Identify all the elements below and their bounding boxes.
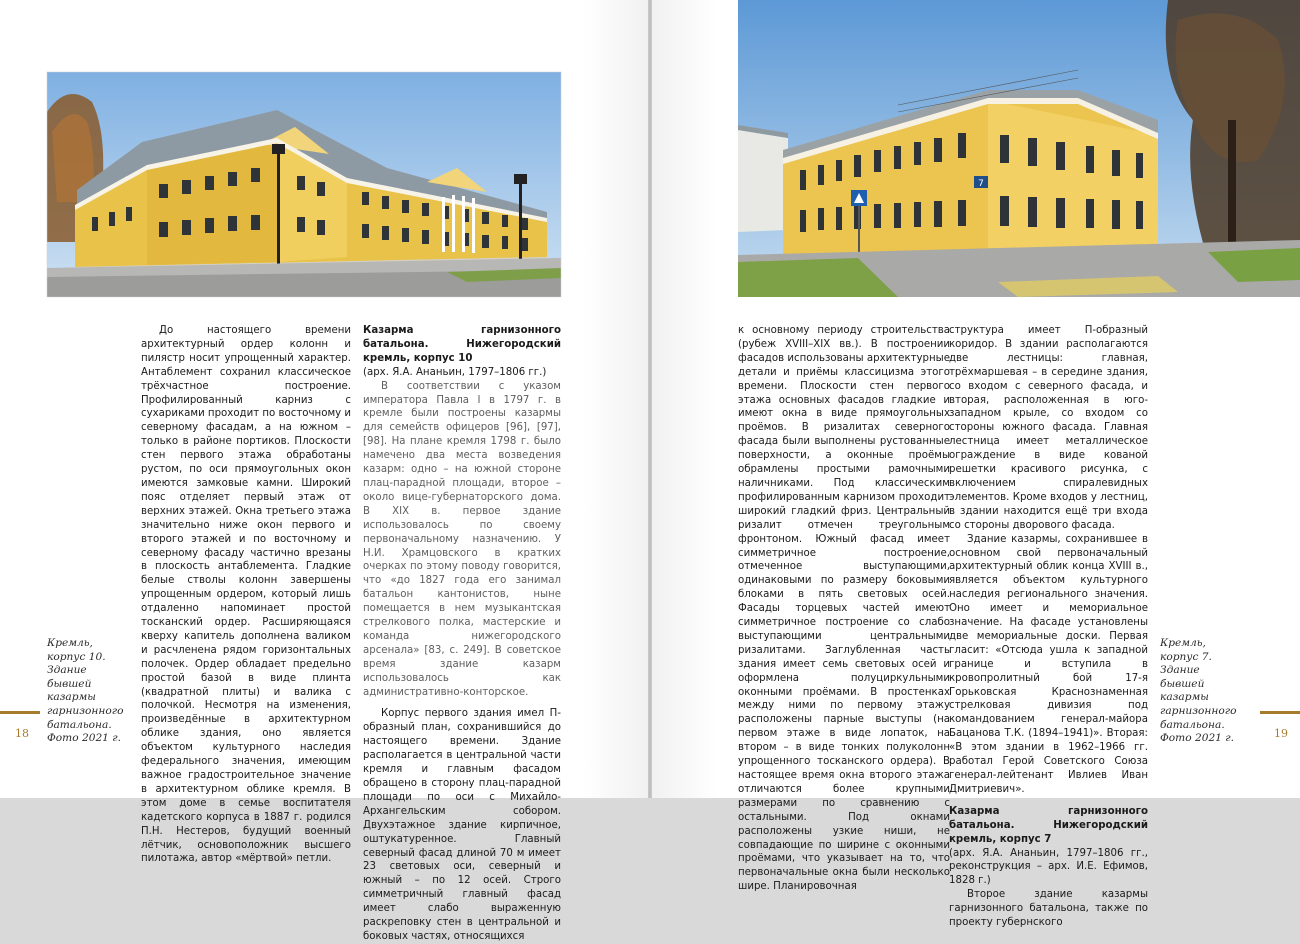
paragraph: к основному периоду строительства (рубеж XVIII–XIX вв.). В построении фасадов использованы архитектурные детали и приёмы классицизма этого времени. Плоскости стен первого этажа основных фасадов гладкие и имеют окна в виде прямоугольных проёмов. В ризалитах северного фасада были выполнены рустованные поверхности, а оконные проёмы обрамлены простыми рамочными наличниками. Под классическим профилированным карнизом проходит широкий гладкий фриз. Центральный ризалит отмечен треугольным фронтоном. Южный фасад имеет симметричное построение, отмеченное выступающими, одинаковыми по размеру боковыми блоками в пять световых осей. Фасады торцевых частей имеют симметричное построение со слабо выступающими центральными ризалитами. Заглубленная часть здания имеет семь световых осей и оформлена полуциркульными оконными проёмами. В простенках между ними по первому этажу расположены парные выступы (на первом этаже в виде лопаток, на втором – в виде тонких полуколонн упрощенного тосканского ордера). В настоящее время окна второго этажа отличаются более крупными размерами по сравнению с остальными. Под окнами расположены узкие ниши, не совпадающие по ширине с оконными проёмами, что указывает на то, что первоначальные окна были несколько шире. Планировочная <box>738 325 950 893</box>
paragraph: В соответствии с указом императора Павла I в 1797 г. в кремле были построены казармы для семейств офицеров [96], [97], [98]. На плане кремля 1798 г. было намечено два места возведения казарм: одно – на южной стороне плац-парадной площади, второе – около вице-губернаторского дома. В XIX в. первое здание использовалось по своему первоначальному назначению. У Н.И. Храмцовского в кратких очерках по этому поводу говорится, что «до 1827 года его занимал батальон кантонистов, ныне помещается в нем музыкантская стрелкового полка, мастерские и команда нижегородского арсенала» [83, с. 249]. В советское время здание казарм использовалось как административно-конторское. <box>363 380 561 698</box>
photo-building-10 <box>47 72 561 297</box>
paragraph: Второе здание казармы гарнизонного батальона, также по проекту губернского <box>949 889 1148 929</box>
paragraph: Корпус первого здания имел П-образный план, сохранившийся до настоящего времени. Здание располагается в центральной части кремля и главным фасадом обращено в сторону плац-парадной площади по оси с Михайло-Архангельским собором. Двухэтажное здание кирпичное, оштукатуренное. Главный северный фасад длиной 70 м имеет 23 световых оси, северный и южный – по 12 осей. Строго симметричный главный фасад имеет слабо выраженную раскреповку стен в центральной и боковых частях, относящихся <box>363 708 561 942</box>
section-subheading: (арх. Я.А. Ананьин, 1797–1806 гг.) <box>363 366 547 378</box>
page-number: 18 <box>15 727 29 740</box>
left-column-1 <box>141 324 351 866</box>
right-column-2 <box>949 324 1148 930</box>
building-number-sign: 7 <box>978 179 984 189</box>
section-heading: Казарма гарнизонного батальона. Нижегородский кремль, корпус 7 <box>949 805 1148 845</box>
paragraph: До настоящего времени архитектурный ордер колонн и пилястр носит упрощенный характер. Антаблемент сохранил классическое трёхчастное построение. Профилированный карниз с сухариками проходит по восточному и северному фасадам, а на южном – только в районе портиков. Плоскости стен первого этажа обработаны рустом, по оси прямоугольных окон имеются замковые камни. Широкий пояс отделяет первый этаж от верхних этажей. Окна третьего этажа значительно ниже окон первого и второго этажей и по восточному и северному фасаду частично врезаны в плоскость антаблемента. Гладкие белые стволы колонн завершены упрощенным ордером, который лишь отдаленно напоминает простой тосканский ордер. Расширяющаяся кверху капитель дополнена валиком и расчленена рядом горизонтальных полочек. Ордер обладает предельно простой базой в виде плинта (квадратной плиты) и валика с полочкой. Несмотря на изменения, произведённые в архитектурном облике здания, оно является объектом культурного наследия федерального значения, имеющим важное градостроительное значение в архитектурном облике кремля. В этом доме в семье воспитателя кадетского корпуса в 1887 г. родился П.Н. Нестеров, будущий военный лётчик, основоположник высшего пилотажа, автор «мёртвой» петли. <box>141 325 352 865</box>
left-column-2 <box>363 324 561 944</box>
page-number: 19 <box>1274 727 1288 740</box>
paragraph: структура имеет П-образный коридор. В здании располагаются две лестницы: главная, трёхмаршевая – в середине здания, со входом с северного фасада, и вторая, расположенная в юго-западном крыле, со входом со стороны южного фасада. Главная лестница имеет металлическое ограждение в виде кованой решетки красивого рисунка, с включением спиралевидных элементов. Кроме входов у лестниц, в здании находится ещё три входа со стороны дворового фасада. <box>949 325 1148 531</box>
page-rule <box>0 711 40 714</box>
paragraph: Здание казармы, сохранившее в основном свой первоначальный архитектурный облик конца XVIII в., является объектом культурного наследия регионального значения. Оно имеет и мемориальное значение. На фасаде установлены две мемориальные доски. Первая гласит: «Отсюда ушла к западной границе и вступила в кровопролитный бой 17-я Горьковская Краснознаменная стрелковая дивизия под командованием генерал-майора Бацанова Т.К. (1894–1941)». Вторая: «В этом здании в 1962–1966 гг. работал Герой Советского Союза генерал-лейтенант Ивлиев Иван Дмитриевич». <box>949 533 1148 795</box>
photo-caption: Кремль, корпус 10. Здание бывшей казармы гарнизонного батальона. Фото 2021 г. <box>47 637 124 745</box>
left-page <box>0 0 648 942</box>
right-page <box>652 0 1300 929</box>
photo-building-7 <box>738 0 1300 297</box>
page-rule <box>1260 711 1300 714</box>
photo-caption: Кремль, корпус 7. Здание бывшей казармы гарнизонного батальона. Фото 2021 г. <box>1160 637 1237 745</box>
section-heading: Казарма гарнизонного батальона. Нижегородский кремль, корпус 10 <box>363 325 561 364</box>
right-column-1 <box>738 324 950 894</box>
section-subheading: (арх. Я.А. Ананьин, 1797–1806 гг., реконструкция – арх. И.Е. Ефимов, 1828 г.) <box>949 847 1148 887</box>
